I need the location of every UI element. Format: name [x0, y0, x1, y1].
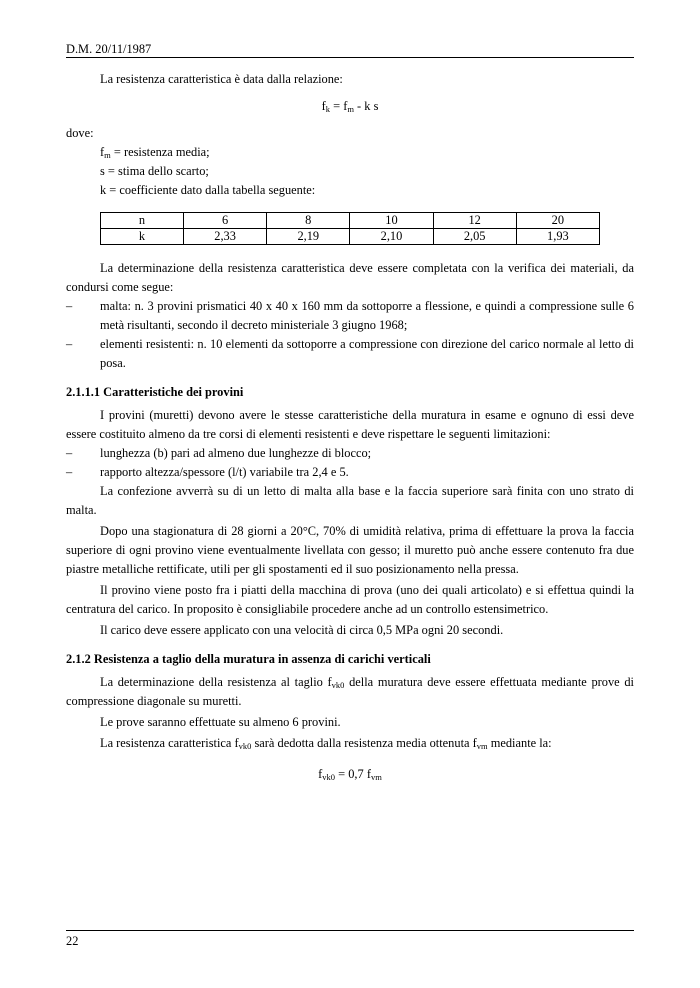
formula-fk [66, 97, 634, 116]
symbol-f: f [318, 767, 323, 781]
dash-bullet: – [66, 337, 73, 351]
list-item [66, 444, 634, 463]
header-rule [66, 57, 634, 58]
paragraph-posizionamento: Il provino viene posto fra i piatti della macchina di prova (uno dei quali articolato) e si effettua quindi la centratura del carico. In proposito è consigliabile procedere anche ad un controllo estensimetrico. [66, 583, 634, 616]
list-item-text: lunghezza (b) pari ad almeno due lunghezze di blocco; [100, 446, 372, 460]
section-heading-2-1-2: 2.1.2 Resistenza a taglio della muratura in assenza di carichi verticali [66, 652, 431, 666]
dash-bullet: – [66, 299, 73, 313]
footer-rule [66, 930, 634, 931]
table-cell: 2,33 [184, 229, 267, 245]
materials-list [66, 297, 634, 373]
table-cell: 1,93 [516, 229, 599, 245]
symbol-f: f [472, 736, 477, 750]
table-cell: 6 [184, 213, 267, 229]
dash-bullet: – [66, 446, 73, 460]
list-item [66, 463, 634, 482]
formula-fk-f: f [321, 99, 326, 113]
definition-k: k = coefficiente dato dalla tabella seguente: [100, 183, 316, 197]
formula-rest: - k s [353, 99, 379, 113]
formula-fm-f: f [343, 99, 348, 113]
paragraph-prove: Le prove saranno effettuate su almeno 6 provini. [100, 715, 341, 729]
table-cell: 10 [350, 213, 433, 229]
intro-text: La resistenza caratteristica è data dalla relazione: [100, 72, 343, 86]
limitations-list [66, 444, 634, 482]
dash-bullet: – [66, 465, 73, 479]
dove-label: dove: [66, 126, 94, 140]
symbol-sub: vk0 [238, 741, 252, 751]
paragraph-confezione: La confezione avverrà su di un letto di malta alla base e la faccia superiore sarà finita con uno strato di malta. [66, 484, 634, 517]
page-number: 22 [66, 934, 79, 948]
definition-fm [66, 143, 634, 162]
list-item-text: elementi resistenti: n. 10 elementi da sottoporre a compressione con direzione del carico normale al letto di posa. [100, 337, 634, 370]
paragraph-determinazione: La determinazione della resistenza caratteristica deve essere completata con la verifica dei materiali, da condursi come segue: [66, 261, 634, 294]
text-span: della muratura deve essere effettuata mediante prove di compressione diagonale su muretti. [66, 675, 634, 708]
table-cell: 2,10 [350, 229, 433, 245]
formula-fk-eq: = [330, 99, 344, 113]
table-cell: n [101, 213, 184, 229]
paragraph-provini: I provini (muretti) devono avere le stesse caratteristiche della muratura in esame e ognuno di essi deve essere costituito almeno da tre corsi di elementi resistenti e deve rispettare le seguenti limitazioni: [66, 408, 634, 441]
section-heading-2-1-1-1: 2.1.1.1 Caratteristiche dei provini [66, 385, 244, 399]
table-row-n [101, 213, 600, 229]
definition-s: s = stima dello scarto; [100, 164, 209, 178]
text-span: mediante la: [487, 736, 552, 750]
paragraph-taglio [66, 673, 634, 711]
table-cell: 2,19 [267, 229, 350, 245]
symbol-f: f [327, 675, 332, 689]
symbol-sub: vm [476, 741, 488, 751]
formula-fk-sub: k [325, 104, 330, 114]
formula-fm-sub: m [347, 104, 354, 114]
k-coefficient-table [100, 212, 600, 245]
running-header: D.M. 20/11/1987 [66, 42, 152, 56]
list-item-text: malta: n. 3 provini prismatici 40 x 40 x 160 mm da sottoporre a flessione, e quindi a compressione sulle 6 metà risultanti, secondo il decreto ministeriale 3 giugno 1968; [100, 299, 634, 332]
formula-fvk0 [66, 765, 634, 784]
table-cell: 8 [267, 213, 350, 229]
symbol-sub: vm [370, 772, 382, 782]
list-item-text: rapporto altezza/spessore (l/t) variabile tra 2,4 e 5. [100, 465, 349, 479]
table-cell: 20 [516, 213, 599, 229]
list-item [66, 297, 634, 335]
formula-mid: = 0,7 [335, 767, 367, 781]
symbol-sub: vk0 [322, 772, 336, 782]
definition-fm-f: f [100, 145, 105, 159]
page-content [66, 70, 634, 784]
list-item [66, 335, 634, 373]
table-cell: 12 [433, 213, 516, 229]
symbol-f: f [234, 736, 239, 750]
paragraph-stagionatura: Dopo una stagionatura di 28 giorni a 20°C, 70% di umidità relativa, prima di effettuare la prova la faccia superiore di ogni provino viene eventualmente livellata con gesso; il muretto può anche essere contenuto fra due piastre metalliche rettificate, utili per gli spostamenti ed il suo posizionamento nella pressa. [66, 524, 634, 576]
paragraph-resistenza-caratteristica [66, 734, 634, 753]
definition-fm-sub: m [104, 150, 111, 160]
table-cell: 2,05 [433, 229, 516, 245]
text-span: sarà dedotta dalla resistenza media ottenuta [251, 736, 473, 750]
table-cell: k [101, 229, 184, 245]
table-row-k [101, 229, 600, 245]
paragraph-carico: Il carico deve essere applicato con una velocità di circa 0,5 MPa ogni 20 secondi. [100, 623, 504, 637]
definition-fm-text: = resistenza media; [110, 145, 210, 159]
text-span: La resistenza caratteristica [100, 736, 235, 750]
text-span: La determinazione della resistenza al taglio [100, 675, 328, 689]
symbol-f: f [366, 767, 371, 781]
symbol-sub: vk0 [331, 680, 345, 690]
